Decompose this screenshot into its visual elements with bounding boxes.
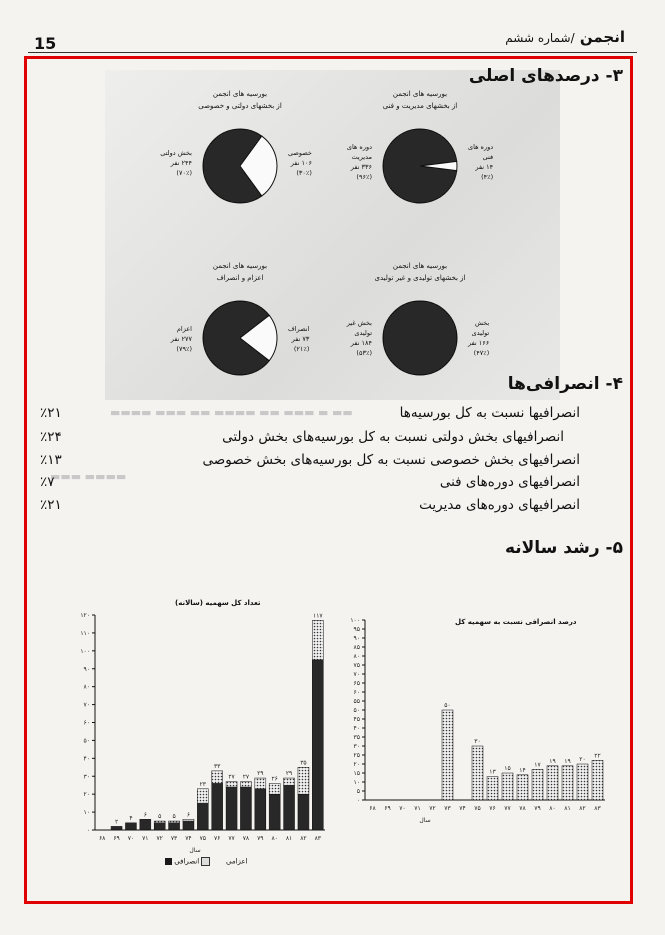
x-tick-label: ۸۳ bbox=[594, 805, 601, 812]
bar-dispatched bbox=[298, 794, 309, 830]
bar-withdrawal-percent bbox=[472, 746, 483, 800]
list-item bbox=[40, 452, 580, 474]
x-tick-label: ۷۲ bbox=[156, 835, 163, 842]
bar-dispatched bbox=[269, 794, 280, 830]
bar-withdrawn bbox=[298, 767, 309, 794]
pie-left-label: اعزام ۲۷۷ نفر (۷۹٪) bbox=[170, 325, 192, 353]
bar-withdrawal-percent bbox=[562, 766, 573, 800]
list-item bbox=[40, 405, 580, 427]
pie-subtitle: از بخشهای دولتی و خصوصی bbox=[198, 102, 282, 110]
bar-value-label: ۱۳ bbox=[489, 768, 496, 776]
bar-total-label: ۵ bbox=[158, 813, 162, 821]
x-tick-label: ۷۸ bbox=[242, 835, 250, 842]
bar-value-label: ۱۷ bbox=[534, 761, 541, 769]
bar-chart-svg bbox=[340, 600, 615, 840]
x-tick-label: ۸۳ bbox=[314, 835, 322, 842]
bar-total-label: ۶ bbox=[143, 811, 147, 819]
item-percent: ٪۲۱ bbox=[40, 405, 62, 421]
y-tick-label: ۲۰ bbox=[83, 791, 90, 799]
bleed-text: ▬▬▬▬ ▬▬▬ bbox=[50, 470, 127, 483]
bar-withdrawn bbox=[312, 620, 323, 659]
x-tick-label: ۷۰ bbox=[399, 805, 406, 812]
bar-withdrawal-percent bbox=[577, 764, 588, 800]
bar-dispatched bbox=[312, 660, 323, 830]
bar-value-label: ۱۹ bbox=[564, 757, 571, 765]
y-tick-label: ۱۰ bbox=[353, 779, 360, 786]
bar-total-label: ۲ bbox=[114, 818, 119, 826]
bar-withdrawn bbox=[197, 789, 208, 803]
item-percent: ٪۲۴ bbox=[40, 429, 62, 445]
y-tick-label: ۹۰ bbox=[83, 665, 90, 673]
x-tick-label: ۸۰ bbox=[549, 805, 556, 812]
y-tick-label: ۴۰ bbox=[83, 755, 90, 763]
bar-dispatched bbox=[284, 785, 295, 830]
x-tick-label: ۷۸ bbox=[519, 805, 526, 812]
y-tick-label: ۱۰۰ bbox=[350, 617, 360, 624]
x-tick-label: ۷۶ bbox=[489, 805, 496, 812]
bar-value-label: ۱۴ bbox=[519, 766, 526, 774]
y-tick-label: ۱۱۰ bbox=[80, 629, 90, 637]
x-tick-label: ۸۰ bbox=[271, 835, 278, 842]
bar-total-label: ۳۵ bbox=[300, 759, 307, 767]
x-tick-label: ۷۶ bbox=[213, 835, 221, 842]
x-tick-label: ۷۴ bbox=[185, 835, 192, 842]
item-text: انصرافیهای بخش خصوصی نسبت به کل بورسیه‌های بخش خصوصی bbox=[202, 452, 580, 468]
list-item bbox=[40, 474, 580, 496]
pie-title: بورسیه های انجمن bbox=[392, 262, 448, 270]
pie-right-label: دوره های فنی ۱۴ نفر (۴٪) bbox=[468, 143, 494, 181]
pie-subtitle: از بخشهای تولیدی و غیر تولیدی bbox=[374, 274, 466, 282]
y-tick-label: ۶۰ bbox=[353, 689, 360, 696]
section5-title: ۵- رشد سالانه bbox=[504, 538, 623, 558]
item-text: انصرافیهای دوره‌های مدیریت bbox=[419, 497, 580, 513]
bar-total-label: ۲۳ bbox=[199, 780, 207, 788]
y-tick-label: ۷۵ bbox=[353, 662, 360, 669]
item-text: انصرافیهای بخش دولتی نسبت به کل بورسیه‌های بخش دولتی bbox=[222, 429, 564, 445]
chart-withdrawal-percent bbox=[340, 600, 615, 840]
x-tick-label: ۷۹ bbox=[257, 835, 264, 842]
bar-chart-svg bbox=[55, 595, 340, 875]
chart-totals bbox=[55, 585, 340, 885]
bar-withdrawn bbox=[212, 771, 223, 784]
pie-productive bbox=[320, 262, 520, 407]
page-number: 15 bbox=[34, 34, 57, 53]
x-tick-label: ۶۸ bbox=[98, 835, 106, 842]
x-tick-label: ۶۹ bbox=[384, 805, 391, 812]
bar-total-label: ۲۷ bbox=[228, 773, 235, 781]
y-tick-label: ۰ bbox=[86, 827, 90, 834]
running-title bbox=[505, 28, 625, 46]
bar-value-label: ۲۲ bbox=[594, 752, 601, 760]
y-tick-label: ۳۰ bbox=[353, 743, 360, 750]
y-tick-label: ۷۰ bbox=[353, 671, 360, 678]
x-tick-label: ۷۳ bbox=[170, 835, 178, 842]
x-tick-label: ۷۴ bbox=[459, 805, 466, 812]
bar-total-label: ۲۹ bbox=[257, 770, 264, 778]
x-axis-label: سال bbox=[419, 817, 431, 824]
bar-total-label: ۲۹ bbox=[285, 770, 293, 778]
bar-total-label: ۲۷ bbox=[242, 773, 250, 781]
y-tick-label: ۱۰ bbox=[83, 809, 90, 817]
bar-withdrawal-percent bbox=[592, 760, 603, 800]
issue-label: /شماره ششم bbox=[505, 31, 575, 45]
y-tick-label: ۵ bbox=[356, 788, 360, 795]
legend-swatch-dispatched bbox=[165, 858, 172, 865]
legend-label: اعزامی bbox=[226, 857, 248, 866]
x-tick-label: ۷۱ bbox=[414, 805, 421, 812]
bar-withdrawal-percent bbox=[547, 766, 558, 800]
y-tick-label: ۸۰ bbox=[353, 653, 360, 660]
section4-title: ۴- انصرافی‌ها bbox=[507, 374, 623, 394]
x-tick-label: ۸۲ bbox=[579, 805, 586, 812]
x-tick-label: ۷۱ bbox=[142, 835, 149, 842]
y-tick-label: ۲۰ bbox=[353, 761, 360, 768]
item-percent: ٪۱۳ bbox=[40, 452, 62, 468]
x-axis-label: سال bbox=[189, 847, 201, 854]
x-tick-label: ۸۲ bbox=[300, 835, 307, 842]
pie-left-label: بخش غیر تولیدی ۱۸۴ نفر (۵۳٪) bbox=[346, 319, 372, 357]
bar-value-label: ۳۰ bbox=[474, 738, 481, 745]
y-tick-label: ۵۰ bbox=[353, 707, 360, 714]
list-item bbox=[40, 429, 580, 451]
y-tick-label: ۱۰۰ bbox=[80, 647, 90, 655]
y-tick-label: ۳۵ bbox=[353, 734, 360, 741]
bar-dispatched bbox=[111, 826, 122, 830]
bar-dispatched bbox=[197, 803, 208, 830]
x-tick-label: ۷۰ bbox=[127, 835, 135, 842]
pie-slice-major bbox=[383, 301, 457, 375]
y-tick-label: ۷۰ bbox=[83, 701, 90, 709]
list-item bbox=[40, 497, 580, 519]
bar-total-label: ۲۶ bbox=[271, 775, 278, 783]
y-tick-label: ۶۰ bbox=[83, 719, 90, 727]
chart-title: تعداد کل سهمیه (سالانه) bbox=[175, 599, 261, 607]
bar-withdrawn bbox=[255, 778, 266, 789]
y-tick-label: ۰ bbox=[356, 797, 360, 804]
bar-withdrawn bbox=[226, 782, 237, 787]
pie-left-label: بخش دولتی ۲۴۴ نفر (۷۰٪) bbox=[160, 149, 192, 177]
x-tick-label: ۷۵ bbox=[199, 835, 207, 842]
pie-chart bbox=[200, 126, 280, 206]
pie-right-label: خصوصی ۱۰۶ نفر (۳۰٪) bbox=[288, 149, 312, 177]
x-tick-label: ۸۱ bbox=[285, 835, 293, 842]
chart-title: درصد انصرافی نسبت به سهمیه کل bbox=[455, 618, 577, 626]
bar-dispatched bbox=[169, 823, 180, 830]
bar-dispatched bbox=[212, 783, 223, 830]
bar-dispatched bbox=[255, 789, 266, 830]
header-rule bbox=[28, 52, 637, 53]
bar-dispatched bbox=[140, 819, 151, 830]
bar-dispatched bbox=[183, 821, 194, 830]
x-tick-label: ۷۷ bbox=[228, 835, 235, 842]
pie-right-label: انصراف ۷۳ نفر (۲۱٪) bbox=[288, 325, 310, 353]
bar-dispatched bbox=[154, 823, 165, 830]
pie-dispatch-withdrawal bbox=[140, 262, 340, 407]
y-tick-label: ۴۰ bbox=[353, 725, 360, 732]
pie-chart bbox=[380, 298, 460, 378]
y-tick-label: ۲۵ bbox=[353, 752, 360, 759]
legend-label: انصرافی bbox=[174, 857, 200, 866]
magazine-name: انجمن bbox=[579, 28, 625, 46]
legend-swatch-withdrawn bbox=[201, 857, 210, 866]
bar-dispatched bbox=[226, 787, 237, 830]
y-tick-label: ۹۰ bbox=[353, 635, 360, 642]
item-text: انصرافیها نسبت به کل بورسیه‌ها bbox=[399, 405, 580, 421]
pie-title: بورسیه های انجمن bbox=[212, 262, 268, 270]
item-text: انصرافیهای دوره‌های فنی bbox=[439, 474, 580, 490]
item-percent: ٪۷ bbox=[40, 474, 55, 490]
bar-value-label: ۲۰ bbox=[579, 756, 586, 763]
bar-withdrawn bbox=[284, 778, 295, 785]
pie-management-technical bbox=[320, 90, 520, 235]
bar-dispatched bbox=[125, 823, 136, 830]
item-percent: ٪۲۱ bbox=[40, 497, 62, 513]
pie-chart bbox=[380, 126, 460, 206]
x-tick-label: ۷۲ bbox=[429, 805, 436, 812]
x-tick-label: ۷۵ bbox=[474, 805, 481, 812]
bar-value-label: ۱۵ bbox=[504, 765, 511, 772]
pie-title: بورسیه های انجمن bbox=[392, 90, 448, 98]
x-tick-label: ۷۷ bbox=[504, 805, 511, 812]
pie-left-label: دوره های مدیریت ۳۳۶ نفر (۹۶٪) bbox=[346, 143, 372, 181]
x-tick-label: ۷۳ bbox=[444, 805, 451, 812]
y-tick-label: ۵۰ bbox=[83, 737, 90, 745]
y-tick-label: ۳۰ bbox=[83, 773, 90, 781]
pie-public-private bbox=[140, 90, 340, 235]
y-tick-label: ۱۵ bbox=[353, 770, 360, 777]
bar-total-label: ۳۳ bbox=[213, 762, 221, 770]
x-tick-label: ۶۸ bbox=[369, 805, 376, 812]
y-tick-label: ۴۵ bbox=[353, 716, 360, 723]
bar-withdrawn bbox=[269, 783, 280, 794]
chart-legend bbox=[165, 857, 248, 866]
bar-withdrawal-percent bbox=[487, 777, 498, 800]
bar-total-label: ۵ bbox=[172, 813, 176, 821]
y-tick-label: ۵۵ bbox=[353, 698, 360, 705]
bar-withdrawal-percent bbox=[517, 775, 528, 800]
section3-title: ۳- درصدهای اصلی bbox=[468, 66, 623, 86]
bar-withdrawal-percent bbox=[502, 773, 513, 800]
y-tick-label: ۶۵ bbox=[353, 680, 360, 687]
y-tick-label: ۸۰ bbox=[83, 683, 90, 691]
bleed-text: ▬▬ ▬ ▬▬▬ ▬▬ ▬▬▬▬ ▬▬ ▬▬▬ ▬▬▬▬ bbox=[110, 406, 353, 419]
bar-value-label: ۱۹ bbox=[549, 757, 556, 765]
x-tick-label: ۸۱ bbox=[564, 805, 571, 812]
y-tick-label: ۹۵ bbox=[353, 626, 360, 633]
bar-value-label: ۵۰ bbox=[444, 702, 451, 709]
bar-dispatched bbox=[240, 787, 251, 830]
page-header bbox=[0, 0, 665, 53]
pie-chart bbox=[200, 298, 280, 378]
bar-withdrawal-percent bbox=[442, 710, 453, 800]
pie-title: بورسیه های انجمن bbox=[212, 90, 268, 98]
y-tick-label: ۸۵ bbox=[353, 644, 360, 651]
pie-subtitle: از بخشهای مدیریت و فنی bbox=[382, 102, 458, 110]
pie-subtitle: اعزام و انصراف bbox=[216, 274, 264, 282]
bar-withdrawn bbox=[240, 782, 251, 787]
bar-total-label: ۴ bbox=[129, 814, 133, 822]
bar-withdrawn bbox=[183, 819, 194, 821]
pie-right-label: بخش تولیدی ۱۶۶ نفر (۴۷٪) bbox=[468, 319, 490, 357]
bar-total-label: ۱۱۷ bbox=[312, 612, 323, 620]
bar-total-label: ۶ bbox=[186, 811, 191, 819]
bar-withdrawal-percent bbox=[532, 769, 543, 800]
y-tick-label: ۱۲۰ bbox=[80, 612, 90, 619]
x-tick-label: ۶۹ bbox=[113, 835, 120, 842]
bar-withdrawn bbox=[154, 821, 165, 823]
bar-withdrawn bbox=[169, 821, 180, 823]
x-tick-label: ۷۹ bbox=[534, 805, 541, 812]
